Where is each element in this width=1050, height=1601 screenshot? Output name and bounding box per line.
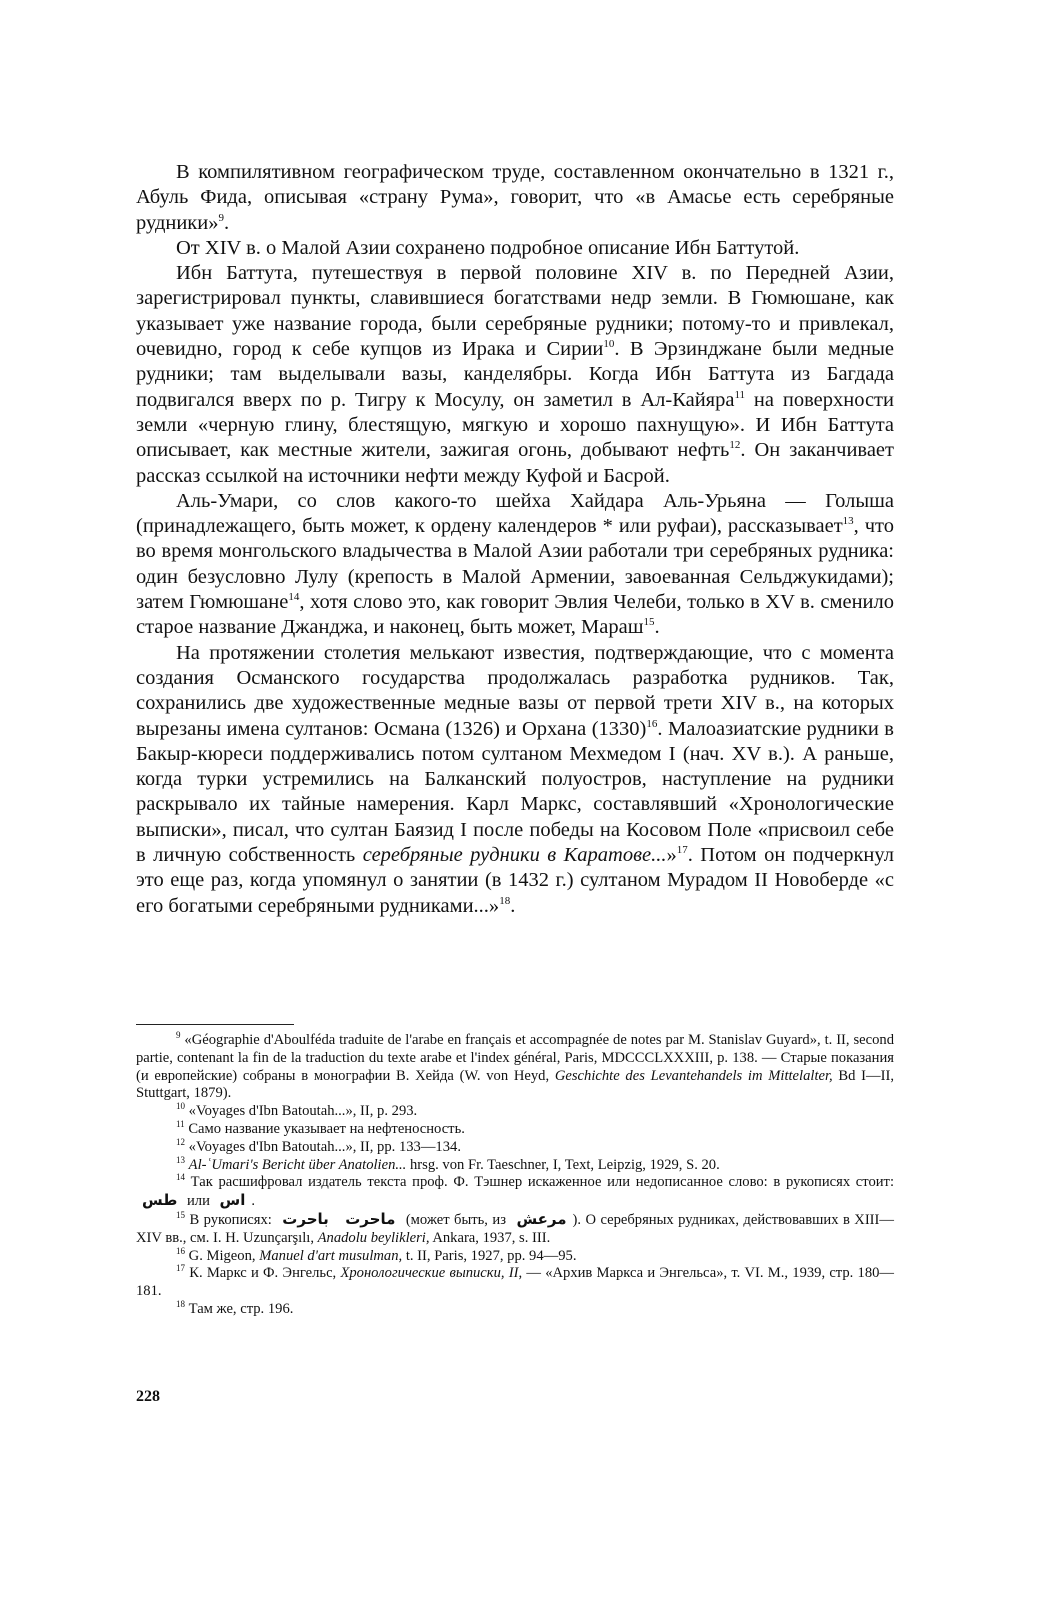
footnote — [136, 1265, 894, 1301]
footnote — [136, 1298, 894, 1319]
footnote — [136, 1154, 894, 1175]
paragraph — [136, 236, 894, 261]
footnote-ref: 12 — [176, 1136, 185, 1147]
footnote — [136, 1032, 894, 1103]
footnote-ref: 9 — [176, 1030, 181, 1040]
arabic-word: اس — [219, 1191, 246, 1210]
footnote — [136, 1211, 894, 1248]
footnote — [136, 1103, 894, 1121]
footnote-ref: 16 — [176, 1245, 185, 1256]
footnote-ref: 17 — [676, 844, 688, 857]
footnote-ref: 11 — [176, 1118, 185, 1129]
text-run: В компилятивном географическом труде, составленном окончательно в 1321 г., Абуль Фида, описывая «страну Рума», говорит, что «в Амасье есть серебряные рудники» — [136, 161, 894, 234]
text-run: Ибн Баттута, путешествуя в первой половине XIV в. по Передней Азии, зарегистрировал пункты, славившиеся богатствами недр земли. В Гюмюшане, как указывает уже название города, были серебряные рудники; потому-то и привлекал, очевидно, город к себе купцов из Ирака и Сирии — [136, 262, 894, 361]
italic-run: Geschichte des Levantehandels im Mittelalter, — [554, 1067, 833, 1084]
text-run: На протяжении столетия мелькают известия, подтверждающие, что с момента создания Османского государства продолжалась разработка рудников. Так, сохранились две художественные медные вазы от первой трети XIV в., на которых вырезаны имена султанов: Османа (1326) и Орхана (1330) — [136, 641, 894, 740]
text-run: Ankara, 1937, s. III. — [429, 1229, 551, 1246]
footnote-ref: 13 — [842, 515, 854, 528]
paragraph — [136, 160, 894, 236]
footnote-ref: 15 — [176, 1209, 185, 1220]
footnote — [136, 1136, 894, 1157]
footnotes — [136, 1032, 894, 1319]
text-run: К. Маркс и Ф. Энгельс, — [185, 1265, 341, 1282]
italic-run: серебряные рудники в Каратове... — [362, 844, 667, 867]
text-run: . — [251, 1193, 256, 1210]
italic-run: Al-ʿUmari's Bericht über Anatolien... — [188, 1156, 407, 1173]
text-run: . В Эрзинджане были медные рудники; там выделывали вазы, канделябры. Когда Ибн Баттута из Багдада подвигался вверх по р. Тигру к Мосулу, он заметил в Ал-Кайяра — [136, 338, 894, 411]
footnote-ref: 12 — [729, 439, 741, 452]
footnote — [136, 1245, 894, 1266]
main-text — [136, 160, 894, 919]
italic-run: Anadolu beylikleri, — [317, 1229, 430, 1246]
footnote-ref: 18 — [499, 894, 511, 907]
text-run: , хотя слово это, как говорит Эвлия Челеби, только в XV в. сменило старое название Джанджа, и наконец, быть может, Мараш — [136, 591, 894, 639]
arabic-word: باحرت — [282, 1209, 329, 1228]
text-run: на поверхности земли «черную глину, блестящую, мягкую и хорошо пахнущую». И Ибн Баттута описывает, как местные жители, зажигая огонь, добывают нефть — [136, 388, 894, 462]
text-run: . Он заканчивает рассказ ссылкой на источники нефти между Куфой и Басрой. — [136, 439, 894, 487]
footnote-ref: 18 — [176, 1298, 185, 1309]
text-run: hrsg. von Fr. Taeschner, I, Text, Leipzig, 1929, S. 20. — [406, 1156, 720, 1173]
text-run: . Малоазиатские рудники в Бакыр-кюреси поддерживались потом султаном Мехмедом I (нач. XV в.). А раньше, когда турки устремились на Балканский полуостров, наступление на рудники раскрывало их тайные намерения. Карл Маркс, составлявший «Хронологические выписки», писал, что султан Баязид I после победы на Косовом Поле «присвоил себе в личную собственность — [136, 717, 894, 867]
arabic-word: ماحرت — [345, 1209, 396, 1228]
text-run: Там же, стр. 196. — [185, 1300, 294, 1317]
text-run: . — [510, 894, 516, 917]
footnote-ref: 11 — [734, 388, 746, 401]
text-run: , что во время монгольского владычества в Малой Азии работали три серебряных рудника: один безусловно Лулу (крепость в Малой Армении, завоеванная Сельджукидами); затем Гюмюшане — [136, 515, 895, 614]
text-run: Так расшифровал издатель текста проф. Ф. Тэшнер искаженное или недописанное слово: в рукописях стоит: — [185, 1174, 894, 1191]
footnote-ref: 10 — [603, 338, 615, 351]
footnote-ref: 17 — [176, 1263, 185, 1274]
footnote-ref: 9 — [218, 211, 224, 224]
text-run: . Потом он подчеркнул это еще раз, когда упомянул о занятии (в 1432 г.) султаном Мурадом II Новоберде «с его богатыми серебряными рудниками...» — [136, 844, 894, 917]
text-run: G. Migeon, — [185, 1247, 260, 1264]
text-run: Аль-Умари, со слов какого-то шейха Хайдара Аль-Урьяна — Голыша (принадлежащего, быть может, к ордену календеров * или руфаи), рассказывает — [136, 489, 894, 538]
footnote-ref: 14 — [176, 1172, 185, 1183]
text-run: Само название указывает на нефтеносность. — [184, 1120, 465, 1137]
paragraph — [136, 261, 894, 489]
text-run: t. II, Paris, 1927, pp. 94—95. — [402, 1247, 577, 1264]
footnote — [136, 1118, 894, 1139]
text-run: » — [666, 844, 677, 867]
text-run: В рукописях: — [185, 1211, 277, 1228]
footnote-ref: 13 — [176, 1154, 185, 1165]
paragraph — [136, 489, 894, 641]
text-run: . — [224, 211, 230, 234]
footnote-ref: 15 — [643, 616, 655, 629]
arabic-word: مرعش — [516, 1209, 567, 1228]
text-run: (может быть, из — [401, 1211, 511, 1228]
text-run: — «Архив Маркса и Энгельса», т. VI. М., 1939, стр. 180—181. — [136, 1265, 895, 1300]
footnote-ref: 10 — [176, 1101, 185, 1112]
text-run: «Géographie d'Aboulféda traduite de l'arabe en français et accompagnée de notes par M. Stanislav Guyard», t. II, second partie, contenant la fin de la traduction du texte arabe et l'index général, Paris, MDCCCLXXXIII, p. 138. — Старые показания (и европейские) собраны в монографии В. Хейда (W. von Heyd, — [136, 1032, 894, 1084]
paragraph — [136, 641, 894, 919]
footnote-ref: 14 — [288, 591, 300, 604]
text-run: От XIV в. о Малой Азии сохранено подробное описание Ибн Баттутой. — [176, 236, 800, 259]
arabic-word: طس — [142, 1191, 178, 1210]
text-run: Bd I—II, Stuttgart, 1879). — [136, 1067, 894, 1102]
text-run: или — [183, 1193, 214, 1210]
footnote-separator — [136, 1024, 294, 1025]
italic-run: Хронологические выписки, II, — [340, 1265, 523, 1282]
italic-run: Manuel d'art musulman, — [259, 1247, 403, 1264]
text-run: ). О серебряных рудниках, действовавших в XIII—XIV вв., см. I. H. Uzunçarşılı, — [136, 1211, 894, 1246]
text-run: «Voyages d'Ibn Batoutah...», II, pp. 133—134. — [185, 1138, 461, 1155]
footnote — [136, 1174, 894, 1211]
page-number: 228 — [136, 1388, 160, 1405]
text-run: . — [654, 616, 660, 639]
text-run: «Voyages d'Ibn Batoutah...», II, p. 293. — [185, 1103, 418, 1120]
footnote-ref: 16 — [646, 717, 658, 730]
